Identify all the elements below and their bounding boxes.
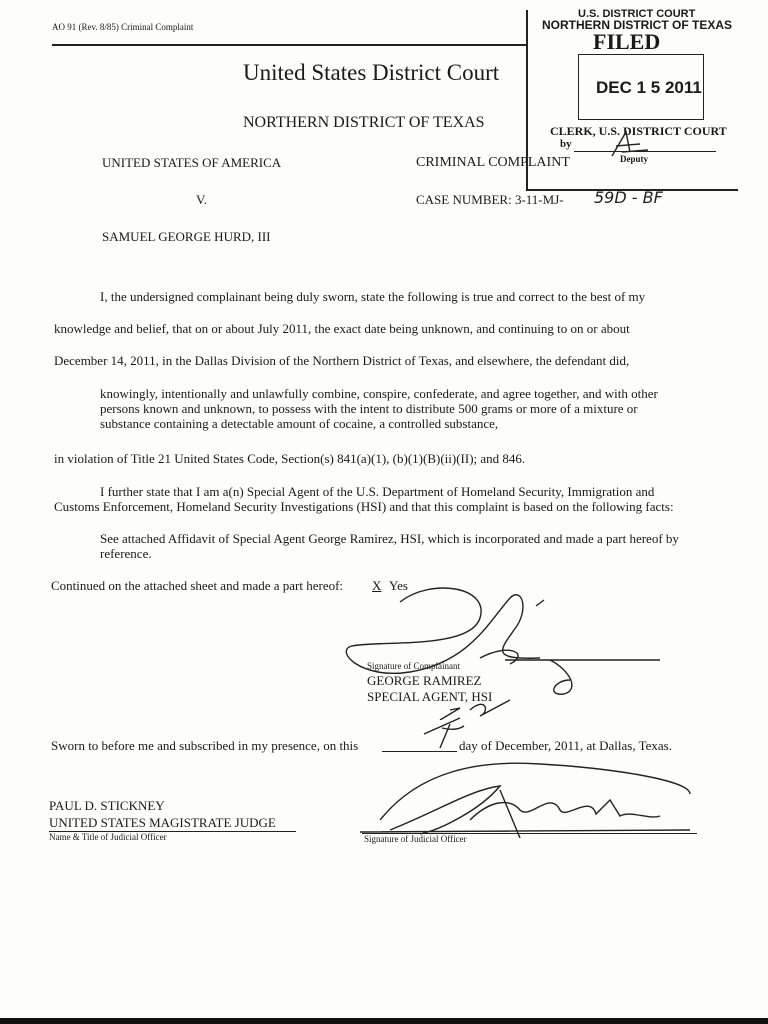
sworn-suffix: day of December, 2011, at Dallas, Texas.	[459, 738, 672, 753]
continued-yes: Yes	[389, 578, 408, 593]
judge-signature	[360, 750, 700, 846]
complainant-signature-label: Signature of Complainant	[367, 661, 460, 671]
violation-text: in violation of Title 21 United States Code, Section(s) 841(a)(1), (b)(1)(B)(ii)(II); and 846.	[54, 451, 526, 466]
charge-text: knowingly, intentionally and unlawfully combine, conspire, confederate, and agree together, and with other persons known and unknown, to possess with the intent to distribute 500 grams or more of a mixture or substance containing a detectable amount of cocaine, a controlled substance,	[100, 386, 658, 431]
judge-title: UNITED STATES MAGISTRATE JUDGE	[49, 815, 276, 830]
stamp-district: NORTHERN DISTRICT OF TEXAS	[542, 18, 733, 32]
plaintiff-name: UNITED STATES OF AMERICA	[102, 155, 282, 170]
stamp-filed: FILED	[593, 29, 661, 54]
defendant-name: SAMUEL GEORGE HURD, III	[102, 229, 271, 244]
judge-signature-label: Signature of Judicial Officer	[364, 834, 467, 844]
case-number-handwritten: 59D - BF	[594, 188, 663, 207]
paragraph-1-line-2: knowledge and belief, that on or about July 2011, the exact date being unknown, and continuing to on or about	[54, 321, 630, 336]
versus: V.	[196, 192, 207, 207]
judge-name: PAUL D. STICKNEY	[49, 798, 165, 813]
stamp-clerk: CLERK, U.S. DISTRICT COURT	[550, 124, 727, 138]
further-line-1: I further state that I am a(n) Special Agent of the U.S. Department of Homeland Security, Immigration and	[100, 484, 655, 499]
paragraph-1-line-3: December 14, 2011, in the Dallas Division of the Northern District of Texas, and elsewhere, the defendant did,	[54, 353, 630, 368]
stamp-date: DEC 1 5 2011	[596, 78, 702, 97]
court-name: United States District Court	[243, 60, 500, 85]
judge-name-title-label: Name & Title of Judicial Officer	[49, 832, 167, 842]
continued-mark: X	[372, 578, 382, 593]
stamp-deputy: Deputy	[620, 154, 649, 164]
scan-bottom-edge	[0, 1018, 768, 1024]
stamp-initials-signature	[600, 128, 660, 160]
form-id: AO 91 (Rev. 8/85) Criminal Complaint	[52, 22, 194, 32]
stamp-court: U.S. DISTRICT COURT	[578, 8, 696, 20]
header-rule	[52, 44, 527, 46]
document-type: CRIMINAL COMPLAINT	[416, 155, 570, 170]
case-number-label: CASE NUMBER: 3-11-MJ-	[416, 192, 564, 207]
complainant-title: SPECIAL AGENT, HSI	[367, 689, 493, 704]
further-line-2: Customs Enforcement, Homeland Security Investigations (HSI) and that this complaint is based on the following facts:	[54, 499, 674, 514]
complainant-name: GEORGE RAMIREZ	[367, 673, 482, 688]
continued-label: Continued on the attached sheet and made a part hereof:	[51, 578, 344, 593]
paragraph-1-line-1: I, the undersigned complainant being duly sworn, state the following is true and correct to the best of my	[100, 289, 646, 304]
sworn-prefix: Sworn to before me and subscribed in my presence, on this	[51, 738, 359, 753]
district-name: NORTHERN DISTRICT OF TEXAS	[243, 114, 485, 131]
affidavit-text: See attached Affidavit of Special Agent George Ramirez, HSI, which is incorporated and made a part hereof by reference.	[100, 531, 679, 561]
stamp-by: by	[560, 138, 572, 150]
